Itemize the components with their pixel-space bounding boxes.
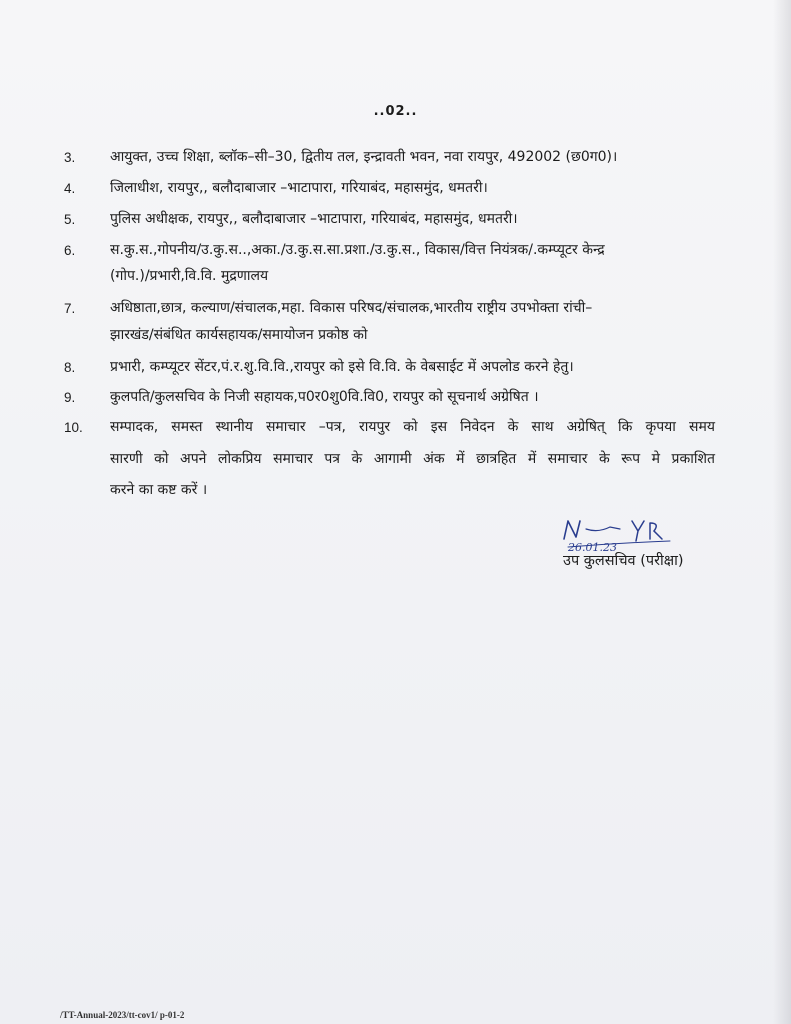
item-number: 4. [64,181,76,196]
item-text-line: झारखंड/संबंधित कार्यसहायक/समायोजन प्रकोष्ठ को [110,327,368,343]
item-number: 5. [64,212,76,227]
item-text-line: स.कु.स.,गोपनीय/उ.कु.स..,अका./उ.कु.स.सा.प्रशा./उ.कु.स., विकास/वित्त नियंत्रक/.कम्प्यूटर केन्द्र [110,242,605,258]
footer-reference: /TT-Annual-2023/tt-cov1/ p-01-2 [60,1010,185,1020]
item-text-line: आयुक्त, उच्च शिक्षा, ब्लॉक–सी–30, द्वितीय तल, इन्द्रावती भवन, नवा रायपुर, 492002 (छ0ग0)। [110,149,618,165]
item-number: 3. [64,150,76,165]
item-text-line: सम्पादक, समस्त स्थानीय समाचार –पत्र, रायपुर को इस निवेदन के साथ अग्रेषित् कि कृपया समय [110,419,715,435]
handwritten-date: 26.01.23 [568,541,617,553]
item-number: 10. [64,420,83,435]
item-number: 6. [64,243,76,258]
item-number: 9. [64,390,76,405]
handwritten-signature [558,515,678,553]
page-edge-shadow [773,0,791,1024]
item-text-line: (गोप.)/प्रभारी,वि.वि. मुद्रणालय [110,268,269,284]
signer-designation: उप कुलसचिव (परीक्षा) [563,553,684,569]
item-text-line: पुलिस अधीक्षक, रायपुर,, बलौदाबाजार –भाटापारा, गरियाबंद, महासमुंद, धमतरी। [110,211,518,227]
item-number: 7. [64,301,76,316]
item-text-line: प्रभारी, कम्प्यूटर सेंटर,पं.र.शु.वि.वि.,रायपुर को इसे वि.वि. के वेबसाईट में अपलोड करने हेतु। [110,359,574,375]
item-text-line: सारणी को अपने लोकप्रिय समाचार पत्र के आगामी अंक में छात्रहित में समाचार के रूप मे प्रकाशित [110,451,715,467]
item-number: 8. [64,360,76,375]
item-text-line: जिलाधीश, रायपुर,, बलौदाबाजार –भाटापारा, गरियाबंद, महासमुंद, धमतरी। [110,180,488,196]
page-number: ..02.. [373,104,418,119]
item-text-line: कुलपति/कुलसचिव के निजी सहायक,प0र0शु0वि.वि0, रायपुर को सूचनार्थ अग्रेषित । [110,389,539,405]
item-text-line: करने का कष्ट करें । [110,482,208,498]
item-text-line: अधिष्ठाता,छात्र, कल्याण/संचालक,महा. विकास परिषद/संचालक,भारतीय राष्ट्रीय उपभोक्ता रांची– [110,300,593,316]
